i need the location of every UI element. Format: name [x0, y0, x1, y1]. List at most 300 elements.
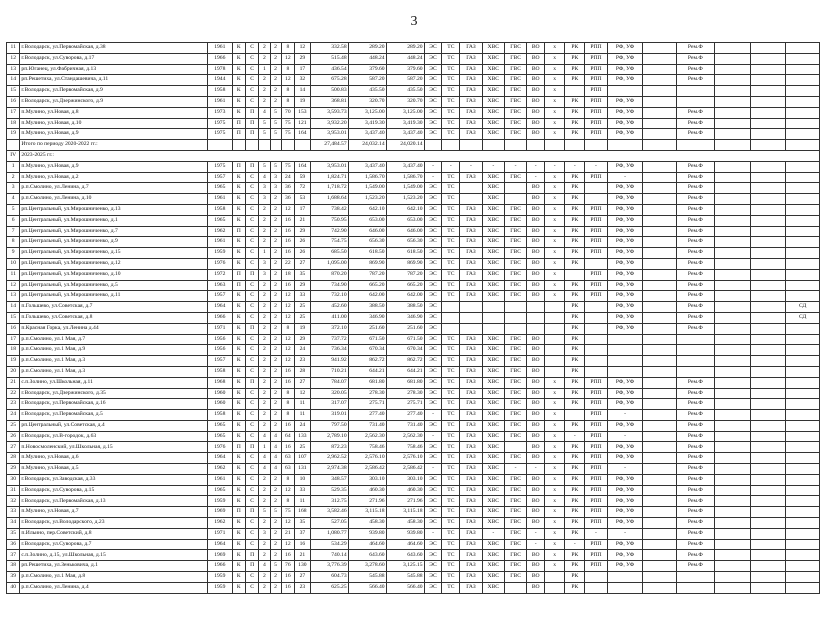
table-cell: [786, 561, 820, 572]
table-cell: ХВС: [482, 442, 504, 453]
table-cell: [504, 302, 526, 313]
table-cell: 18: [7, 345, 20, 356]
table-cell: 2: [259, 291, 270, 302]
table-cell: 33: [295, 485, 311, 496]
table-cell: К: [232, 474, 245, 485]
table-cell: 2: [259, 485, 270, 496]
table-cell: [786, 269, 820, 280]
table-cell: [714, 464, 750, 475]
table-cell: [786, 43, 820, 54]
table-cell: 2: [270, 410, 281, 421]
table-cell: [643, 53, 677, 64]
table-cell: 862.72: [348, 356, 386, 367]
table-cell: К: [232, 53, 245, 64]
table-cell: 14: [295, 86, 311, 97]
table-cell: РК: [565, 464, 585, 475]
table-cell: С: [245, 86, 258, 97]
table-cell: [259, 140, 270, 151]
table-cell: ХВС: [482, 410, 504, 421]
table-cell: [676, 96, 714, 107]
table-cell: ЭС: [424, 86, 442, 97]
table-cell: 2: [270, 53, 281, 64]
address-cell: рп.Центральный, ул.Мирошниченко, д.9: [20, 237, 208, 248]
table-cell: [585, 183, 607, 194]
table-cell: РФ, УФ: [607, 388, 643, 399]
table-cell: [750, 550, 786, 561]
table-cell: 59: [295, 172, 311, 183]
table-cell: СД: [786, 312, 820, 323]
table-cell: 11: [295, 496, 311, 507]
table-cell: 3,437.40: [348, 129, 386, 140]
address-cell: р.п.Смолино, ул.Ленина, д.4: [20, 582, 208, 593]
table-cell: [750, 399, 786, 410]
table-cell: 2: [259, 366, 270, 377]
table-cell: 275.71: [348, 399, 386, 410]
table-cell: РПП: [585, 399, 607, 410]
table-cell: [786, 539, 820, 550]
table-row: [7, 496, 820, 507]
table-cell: К: [232, 539, 245, 550]
table-cell: С: [245, 248, 258, 259]
table-cell: 787.20: [386, 269, 424, 280]
table-cell: ГАЗ: [460, 345, 482, 356]
table-cell: 2: [259, 302, 270, 313]
table-row: [7, 528, 820, 539]
table-cell: [750, 507, 786, 518]
table-cell: 2,576.10: [348, 453, 386, 464]
table-cell: 653.00: [348, 215, 386, 226]
table-cell: [786, 345, 820, 356]
table-cell: С: [245, 258, 258, 269]
table-cell: 25: [7, 420, 20, 431]
table-cell: 1971: [208, 323, 233, 334]
table-cell: Рем.Ф: [676, 388, 714, 399]
table-cell: ЭС: [424, 312, 442, 323]
table-cell: 3,437.40: [348, 161, 386, 172]
table-cell: 5: [259, 129, 270, 140]
table-cell: ХВС: [482, 485, 504, 496]
table-cell: [750, 194, 786, 205]
table-cell: [643, 356, 677, 367]
table-cell: 2: [259, 345, 270, 356]
table-cell: [565, 410, 585, 421]
table-cell: ХВС: [482, 539, 504, 550]
table-cell: 23: [295, 582, 311, 593]
table-cell: [643, 453, 677, 464]
table-cell: ТС: [442, 194, 460, 205]
table-cell: [750, 561, 786, 572]
table-cell: ХВС: [482, 194, 504, 205]
table-cell: [786, 442, 820, 453]
table-cell: Рем.Ф: [676, 550, 714, 561]
table-cell: 435.50: [348, 86, 386, 97]
table-cell: [750, 453, 786, 464]
table-cell: х: [545, 442, 565, 453]
table-cell: [714, 280, 750, 291]
table-cell: [786, 485, 820, 496]
table-cell: 2: [259, 334, 270, 345]
table-cell: РФ, УФ: [607, 496, 643, 507]
table-cell: 436.54: [310, 64, 348, 75]
table-cell: 1,718.72: [310, 183, 348, 194]
table-cell: 2: [270, 237, 281, 248]
table-cell: ГАЗ: [460, 582, 482, 593]
table-cell: 710.21: [310, 366, 348, 377]
table-cell: РК: [565, 64, 585, 75]
table-cell: ГАЗ: [460, 269, 482, 280]
table-cell: [786, 280, 820, 291]
table-cell: [643, 280, 677, 291]
table-cell: [786, 53, 820, 64]
table-cell: К: [232, 399, 245, 410]
table-cell: ЭС: [424, 215, 442, 226]
table-cell: РПП: [585, 43, 607, 54]
table-cell: [643, 204, 677, 215]
table-cell: [643, 442, 677, 453]
table-row: [7, 64, 820, 75]
table-cell: ТС: [442, 485, 460, 496]
table-cell: [750, 345, 786, 356]
table-cell: 37: [7, 550, 20, 561]
table-cell: [643, 302, 677, 313]
address-cell: г.Володарск, ул.Дзержинского, д.35: [20, 388, 208, 399]
address-cell: р.п.Смолино, ул.1 Мая, д.9: [20, 345, 208, 356]
table-cell: 2: [270, 248, 281, 259]
table-cell: 32: [295, 75, 311, 86]
table-cell: ТС: [442, 518, 460, 529]
table-cell: 12: [281, 518, 294, 529]
table-cell: С: [245, 539, 258, 550]
table-cell: 1960: [208, 388, 233, 399]
table-cell: 870.20: [310, 269, 348, 280]
table-cell: [643, 258, 677, 269]
table-cell: -: [607, 528, 643, 539]
table-cell: [714, 96, 750, 107]
table-cell: х: [545, 550, 565, 561]
table-cell: ТС: [442, 43, 460, 54]
table-cell: 758.46: [386, 442, 424, 453]
table-cell: ГАЗ: [460, 474, 482, 485]
table-cell: 21: [295, 550, 311, 561]
table-cell: Рем.Ф: [676, 118, 714, 129]
table-cell: 33: [7, 507, 20, 518]
table-cell: РПП: [585, 550, 607, 561]
table-cell: 587.20: [348, 75, 386, 86]
table-cell: 303.10: [386, 474, 424, 485]
table-cell: 545.88: [348, 572, 386, 583]
table-cell: ТС: [442, 550, 460, 561]
table-cell: ВО: [527, 399, 545, 410]
table-cell: 515.48: [310, 53, 348, 64]
table-cell: 2: [270, 204, 281, 215]
table-cell: [585, 140, 607, 151]
table-cell: [643, 96, 677, 107]
table-cell: [750, 53, 786, 64]
table-cell: РК: [565, 118, 585, 129]
table-cell: 1966: [208, 53, 233, 64]
table-cell: РФ, УФ: [607, 485, 643, 496]
table-cell: 1961: [208, 96, 233, 107]
table-cell: 25: [295, 442, 311, 453]
table-cell: ЭС: [424, 399, 442, 410]
table-cell: 320.70: [348, 96, 386, 107]
table-cell: ГВС: [504, 474, 526, 485]
table-cell: ВО: [527, 431, 545, 442]
table-cell: [750, 582, 786, 593]
table-cell: 939.80: [386, 528, 424, 539]
address-cell: п.Мулино, ул.Новая, д.9: [20, 129, 208, 140]
table-cell: РК: [565, 204, 585, 215]
table-cell: [750, 474, 786, 485]
table-cell: ТС: [442, 204, 460, 215]
table-cell: [786, 582, 820, 593]
table-cell: [545, 323, 565, 334]
table-cell: С: [245, 410, 258, 421]
table-cell: РПП: [585, 86, 607, 97]
table-cell: 1972: [208, 269, 233, 280]
table-cell: 277.40: [348, 410, 386, 421]
table-cell: ГВС: [504, 420, 526, 431]
table-cell: 379.60: [386, 64, 424, 75]
table-row: [7, 582, 820, 593]
table-cell: ВО: [527, 291, 545, 302]
table-cell: 27: [295, 572, 311, 583]
table-cell: [607, 582, 643, 593]
table-cell: 2,586.42: [386, 464, 424, 475]
table-cell: [643, 118, 677, 129]
table-cell: С: [245, 194, 258, 205]
table-cell: С: [245, 518, 258, 529]
address-cell: п.Мулино, ул.Новая, д.8: [20, 107, 208, 118]
table-cell: 26: [295, 248, 311, 259]
table-cell: 1956: [208, 345, 233, 356]
table-cell: 3,125.00: [348, 107, 386, 118]
table-cell: 63: [281, 464, 294, 475]
table-cell: 2,789.10: [310, 431, 348, 442]
table-cell: [714, 43, 750, 54]
table-cell: 153: [295, 107, 311, 118]
table-cell: ГВС: [504, 377, 526, 388]
table-cell: 1959: [208, 582, 233, 593]
table-cell: 13: [7, 64, 20, 75]
table-cell: РФ, УФ: [607, 204, 643, 215]
table-cell: РПП: [585, 118, 607, 129]
table-cell: ЭС: [424, 518, 442, 529]
table-cell: 1,586.70: [386, 172, 424, 183]
table-cell: [442, 323, 460, 334]
address-cell: г.Володарск, ул.Первомайская, д.13: [20, 496, 208, 507]
table-cell: К: [232, 334, 245, 345]
table-cell: Рем.Ф: [676, 302, 714, 313]
table-cell: [786, 118, 820, 129]
table-cell: [643, 226, 677, 237]
table-cell: 2,962.52: [310, 453, 348, 464]
table-row: [7, 323, 820, 334]
table-cell: РПП: [585, 269, 607, 280]
table-cell: 19: [295, 323, 311, 334]
table-cell: 3: [259, 183, 270, 194]
table-cell: [714, 215, 750, 226]
table-cell: 63: [281, 453, 294, 464]
table-cell: [714, 140, 750, 151]
table-cell: 8: [281, 399, 294, 410]
table-cell: х: [545, 237, 565, 248]
table-cell: ЭС: [424, 280, 442, 291]
table-row: [7, 464, 820, 475]
table-cell: ГВС: [504, 237, 526, 248]
table-cell: 25: [295, 302, 311, 313]
table-cell: [786, 431, 820, 442]
table-cell: С: [245, 572, 258, 583]
table-cell: 665.20: [386, 280, 424, 291]
table-cell: 251.60: [348, 323, 386, 334]
table-cell: РПП: [585, 280, 607, 291]
table-cell: ГАЗ: [460, 431, 482, 442]
table-cell: [714, 496, 750, 507]
table-cell: ХВС: [482, 269, 504, 280]
address-cell: п.Мулино, ул.Новая, д.10: [20, 118, 208, 129]
table-cell: 13: [7, 291, 20, 302]
table-cell: П: [245, 118, 258, 129]
table-cell: ЭС: [424, 107, 442, 118]
table-cell: [643, 75, 677, 86]
table-cell: [786, 550, 820, 561]
table-cell: 75: [281, 118, 294, 129]
table-cell: 23: [7, 399, 20, 410]
table-cell: 2: [259, 356, 270, 367]
table-cell: РК: [565, 345, 585, 356]
table-cell: 740.14: [310, 550, 348, 561]
table-cell: [714, 561, 750, 572]
table-cell: 30: [7, 474, 20, 485]
table-cell: [750, 323, 786, 334]
table-cell: ХВС: [482, 474, 504, 485]
table-cell: РПП: [585, 507, 607, 518]
address-cell: п.Мулино, ул.Новая, д.6: [20, 453, 208, 464]
table-cell: 2: [259, 86, 270, 97]
table-cell: 869.90: [348, 258, 386, 269]
address-cell: г.Володарск, ул.Первомайская, д.9: [20, 86, 208, 97]
table-cell: 3,953.01: [310, 161, 348, 172]
table-cell: [607, 572, 643, 583]
table-cell: 2: [270, 518, 281, 529]
table-cell: [545, 366, 565, 377]
section-label: 2023-2025 гг.:: [20, 150, 820, 161]
table-cell: 70: [281, 107, 294, 118]
table-cell: ГВС: [504, 248, 526, 259]
table-cell: [643, 183, 677, 194]
table-cell: 736.34: [310, 345, 348, 356]
table-cell: [545, 312, 565, 323]
table-cell: 16: [281, 226, 294, 237]
table-cell: 3,932.20: [310, 118, 348, 129]
table-cell: [504, 183, 526, 194]
table-cell: 460.30: [386, 485, 424, 496]
table-cell: [714, 86, 750, 97]
table-cell: ЭС: [424, 226, 442, 237]
table-cell: 28: [7, 453, 20, 464]
table-cell: 16: [281, 377, 294, 388]
table-cell: К: [232, 356, 245, 367]
table-cell: 1961: [208, 194, 233, 205]
table-cell: ГАЗ: [460, 280, 482, 291]
table-cell: х: [545, 507, 565, 518]
table-cell: х: [545, 226, 565, 237]
table-cell: ГВС: [504, 399, 526, 410]
table-cell: х: [545, 96, 565, 107]
table-cell: ВО: [527, 194, 545, 205]
table-cell: 2: [270, 64, 281, 75]
table-cell: 16: [281, 248, 294, 259]
table-cell: ВО: [527, 183, 545, 194]
table-cell: х: [545, 291, 565, 302]
table-cell: 1965: [208, 420, 233, 431]
table-cell: С: [245, 366, 258, 377]
table-cell: ТС: [442, 453, 460, 464]
table-cell: 2: [270, 528, 281, 539]
table-cell: 277.40: [386, 410, 424, 421]
table-cell: 5: [259, 507, 270, 518]
table-cell: ВО: [527, 485, 545, 496]
table-cell: 1968: [208, 377, 233, 388]
table-cell: П: [245, 161, 258, 172]
table-cell: [750, 410, 786, 421]
table-cell: 685.50: [310, 248, 348, 259]
table-cell: ЭС: [424, 507, 442, 518]
table-cell: С: [245, 388, 258, 399]
table-cell: 2: [270, 485, 281, 496]
table-cell: РК: [565, 582, 585, 593]
table-cell: [7, 140, 20, 151]
table-cell: х: [545, 53, 565, 64]
table-cell: 642.00: [348, 291, 386, 302]
table-cell: К: [232, 366, 245, 377]
table-cell: [585, 302, 607, 313]
table-cell: [750, 464, 786, 475]
table-cell: 3,125.15: [386, 561, 424, 572]
table-cell: 1: [7, 161, 20, 172]
table-cell: РК: [565, 550, 585, 561]
table-cell: ТС: [442, 334, 460, 345]
table-cell: 12: [281, 291, 294, 302]
table-cell: 1976: [208, 442, 233, 453]
table-cell: ЭС: [424, 539, 442, 550]
table-cell: К: [232, 204, 245, 215]
address-cell: рп.Центральный, ул.Мирошниченко, д.11: [20, 291, 208, 302]
table-cell: [643, 528, 677, 539]
table-cell: [750, 64, 786, 75]
table-cell: ХВС: [482, 366, 504, 377]
table-cell: 2: [270, 496, 281, 507]
table-cell: 2: [270, 377, 281, 388]
table-cell: [504, 312, 526, 323]
table-cell: [786, 204, 820, 215]
table-cell: 1962: [208, 464, 233, 475]
table-cell: [750, 496, 786, 507]
housing-register-table: [6, 42, 820, 594]
table-cell: [527, 302, 545, 313]
address-cell: г.Володарск, ул.Дзержинского, д.9: [20, 96, 208, 107]
table-cell: ХВС: [482, 53, 504, 64]
table-cell: ГВС: [504, 86, 526, 97]
table-cell: -: [482, 161, 504, 172]
table-cell: ГВС: [504, 258, 526, 269]
table-cell: [527, 312, 545, 323]
table-cell: ВО: [527, 550, 545, 561]
table-cell: ГВС: [504, 204, 526, 215]
table-cell: 452.60: [310, 302, 348, 313]
table-cell: РК: [565, 474, 585, 485]
